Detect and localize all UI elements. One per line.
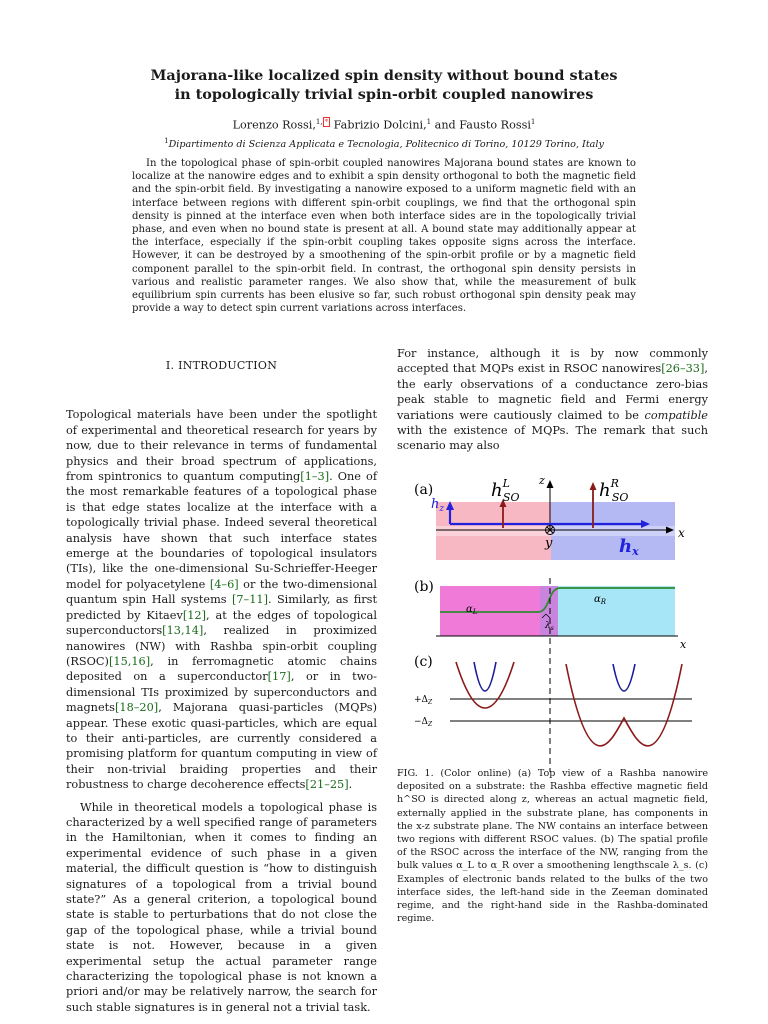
citation-link[interactable]: [7–11] bbox=[231, 593, 268, 607]
alpha-right-label: $\alpha_R$ bbox=[594, 594, 607, 606]
hL-so-label: $h^L$ SO bbox=[491, 477, 520, 504]
z-axis-label: z bbox=[539, 474, 545, 487]
citation-link[interactable]: [1–3] bbox=[300, 470, 330, 484]
panel-c-label: (c) bbox=[414, 654, 433, 670]
intro-paragraph-2: While in theoretical models a topological phase is characterized by a well specified range of parameters in the Hamiltonian, when it comes to finding an experimental evidence of such phase in a given material, the difficult question is “how to distinguish signatures of a topological from a trivial bound state?” As a general criterion, a topological bound state is stable to perturbations that do not close the gap of the topological phase, while a trivial bound state is not. However, because in a given experimental setup the actual parameter range characterizing the topological phase is not known a priori and/or may be relatively narrow, the search for such stable signatures is in general not a trivial task. bbox=[66, 800, 377, 1014]
right-column bbox=[397, 346, 708, 454]
citation-link[interactable]: [13,14] bbox=[162, 624, 204, 638]
right-upper-band bbox=[613, 664, 635, 691]
author-3-affil: 1 bbox=[530, 118, 536, 126]
affiliation-text: Dipartimento di Scienza Applicata e Tecnologia, Politecnico di Torino, 10129 Torino, Italy bbox=[168, 139, 604, 151]
alpha-right-region bbox=[558, 586, 675, 636]
left-upper-band bbox=[474, 662, 496, 691]
author-3: and Fausto Rossi bbox=[431, 118, 531, 132]
plus-delta-label: $+\Delta_Z$ bbox=[414, 695, 433, 706]
title-line-1: Majorana-like localized spin density without bound states bbox=[150, 67, 618, 84]
hR-so-arrowhead bbox=[590, 482, 597, 490]
affiliation bbox=[60, 137, 708, 150]
figure-caption: FIG. 1. (Color online) (a) Top view of a Rashba nanowire deposited on a substrate: the Rashba effective magnetic field h^SO is directed along z, whereas an actual magnetic field, externally applied in the substrate plane, has components in the x-z substrate plane. The NW contains an interface between two regions with different RSOC values. (b) The spatial profile of the RSOC across the interface of the NW, ranging from the bulk values α_L to α_R over a smoothening lengthscale λ_s. (c) Examples of electronic bands related to the bulks of the two interface sides, the left-hand side in the Zeeman dominated regime, and the right-hand side in the Rashba-dominated regime. bbox=[397, 768, 708, 925]
citation-link[interactable]: [12] bbox=[182, 608, 207, 622]
citation-link[interactable]: [15,16] bbox=[108, 654, 151, 668]
z-axis-arrowhead bbox=[547, 480, 554, 488]
author-2-affil: 1 bbox=[426, 118, 432, 126]
figure-1 bbox=[400, 464, 710, 780]
citation-link[interactable]: [21–25] bbox=[305, 778, 349, 792]
author-list bbox=[60, 118, 708, 132]
title-line-2: in topologically trivial spin-orbit coupled nanowires bbox=[174, 86, 594, 103]
y-axis-label: y bbox=[545, 536, 553, 551]
nanowire-strip bbox=[436, 526, 675, 536]
panel-b-x-label: x bbox=[680, 638, 687, 651]
lambda-s-label: $\lambda_s$ bbox=[545, 621, 554, 632]
right-lower-band bbox=[566, 664, 682, 746]
intro-paragraph-1: Topological materials have been under the spotlight of experimental and theoretical research for years by now, due to their relevance in terms of fundamental physics and their broad spectrum of applications, from spintronics to quantum computing[1–3]. One of the most remarkable features of a topological phase is that edge states localize at the interface with a topologically trivial phase. Indeed several theoretical analysis have shown that such interface states emerge at the boundaries of topological insulators (TIs), like the one-dimensional Su-Schrieffer-Heeger model for polyacetylene [4–6] or the two-dimensional quantum spin Hall systems [7–11]. Similarly, as first predicted by Kitaev[12], at the edges of topological superconductors[13,14], realized in proximized nanowires (NW) with Rashba spin-orbit coupling (RSOC)[15,16], in ferromagnetic atomic chains deposited on a superconductor[17], or in two-dimensional TIs proximized by superconductors and magnets[18–20], Majorana quasi-particles (MQPs) appear. These exotic quasi-particles, which are equal to their anti-particles, are currently considered a promising platform for quantum computing in view of their non-trivial braiding properties and their robustness to charge decoherence effects[21–25]. bbox=[66, 408, 377, 792]
citation-link[interactable]: [26–33] bbox=[661, 362, 705, 376]
affiliation-number: 1 bbox=[164, 137, 169, 145]
author-2: Fabrizio Dolcini, bbox=[330, 118, 427, 132]
left-lower-band bbox=[456, 662, 514, 708]
citation-link[interactable]: [17] bbox=[267, 670, 291, 684]
paper-title bbox=[60, 66, 708, 104]
x-axis-label: x bbox=[678, 526, 685, 540]
citation-link[interactable]: [18–20] bbox=[114, 701, 159, 715]
hz-label: $h_z$ bbox=[431, 497, 445, 514]
alpha-left-region bbox=[440, 586, 540, 636]
left-column bbox=[66, 358, 377, 1015]
alpha-left-label: $\alpha_L$ bbox=[466, 604, 478, 616]
panel-a-label: (a) bbox=[414, 482, 434, 498]
author-1-affil: 1, bbox=[315, 118, 323, 126]
hR-so-label: $h^R$ SO bbox=[599, 477, 629, 504]
section-heading: I. INTRODUCTION bbox=[165, 359, 278, 372]
emphasis-compatible: compatible bbox=[644, 408, 708, 422]
author-1: Lorenzo Rossi, bbox=[232, 118, 316, 132]
corresponding-author-link[interactable]: * bbox=[324, 118, 329, 126]
minus-delta-label: $-\Delta_Z$ bbox=[414, 717, 433, 728]
hx-label: hx bbox=[619, 536, 639, 558]
right-paragraph: For instance, although it is by now commonly accepted that MQPs exist in RSOC nanowires[26–33], the early observations of a conductance zero-bias peak stable to magnetic field and Fermi energy variations were cautiously claimed to be compatible with the existence of MQPs. The remark that such scenario may also bbox=[397, 347, 708, 453]
abstract: In the topological phase of spin-orbit coupled nanowires Majorana bound states are known to localize at the nanowire edges and to exhibit a spin density orthogonal to both the magnetic field and the spin-orbit field. By investigating a nanowire exposed to a uniform magnetic field with an interface between regions with different spin-orbit couplings, we find that the orthogonal spin density is pinned at the interface even when both interface sides are in the topologically trivial phase, and even when no bound state is present at all. A bound state may additionally appear at the interface, especially if the spin-orbit coupling takes opposite signs across the interface. However, it can be destroyed by a smoothening of the spin-orbit profile or by a magnetic field component parallel to the spin-orbit field. In contrast, the orthogonal spin density persists in various and realistic parameter ranges. We also show that, while the measurement of bulk equilibrium spin currents has been elusive so far, such robust orthogonal spin density peak may provide a way to detect spin current variations across interfaces. bbox=[132, 158, 636, 315]
citation-link[interactable]: [4–6] bbox=[209, 577, 239, 591]
panel-b-label: (b) bbox=[414, 579, 434, 595]
